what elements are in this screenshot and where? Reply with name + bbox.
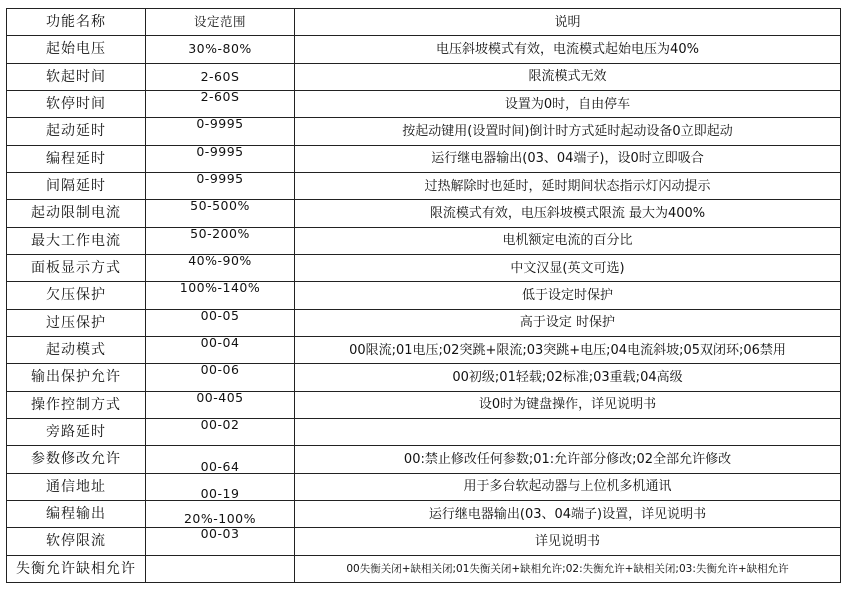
row-name: 编程输出	[7, 500, 146, 527]
range-text: 50-500%	[190, 198, 250, 214]
row-name: 输出保护允许	[7, 364, 146, 391]
row-range	[146, 227, 295, 254]
row-range	[146, 36, 295, 63]
range-text: 00-05	[200, 307, 240, 323]
table-row	[7, 227, 841, 254]
row-range	[146, 118, 295, 145]
range-text: 40%-90%	[188, 252, 252, 268]
table-row	[7, 172, 841, 199]
row-range	[146, 63, 295, 90]
range-text: 2-60S	[200, 88, 240, 104]
row-description: 设置为0时，自由停车	[295, 90, 841, 117]
row-range	[146, 391, 295, 418]
row-description: 00初级;01轻载;02标准;03重载;04高级	[295, 364, 841, 391]
range-text: 50-200%	[190, 225, 250, 241]
row-name: 软停时间	[7, 90, 146, 117]
table-row	[7, 446, 841, 473]
range-text: 00-04	[200, 334, 240, 350]
table-row	[7, 90, 841, 117]
row-name: 起动模式	[7, 336, 146, 363]
table-row	[7, 555, 841, 582]
row-range	[146, 418, 295, 445]
table-header-row	[7, 9, 841, 36]
table-row	[7, 200, 841, 227]
range-text: 00-06	[200, 362, 240, 378]
row-description: 限流模式无效	[295, 63, 841, 90]
row-range	[146, 555, 295, 582]
table-row	[7, 364, 841, 391]
row-name: 过压保护	[7, 309, 146, 336]
row-description: 按起动键用(设置时间)倒计时方式延时起动设备0立即起动	[295, 118, 841, 145]
row-range	[146, 528, 295, 555]
row-name: 参数修改允许	[7, 446, 146, 473]
table-row	[7, 63, 841, 90]
range-text: 2-60S	[200, 68, 240, 84]
table-row	[7, 309, 841, 336]
row-description: 00:禁止修改任何参数;01:允许部分修改;02全部允许修改	[295, 446, 841, 473]
row-range	[146, 282, 295, 309]
range-text: 00-03	[200, 526, 240, 542]
row-description: 设0时为键盘操作，详见说明书	[295, 391, 841, 418]
range-text: 0-9995	[196, 116, 244, 132]
row-description: 00失衡关闭+缺相关闭;01失衡关闭+缺相允许;02:失衡允许+缺相关闭;03:失衡允许+缺相允许	[295, 555, 841, 582]
row-description: 用于多台软起动器与上位机多机通讯	[295, 473, 841, 500]
parameter-table	[6, 8, 841, 583]
range-text: 100%-140%	[179, 280, 261, 296]
table-row	[7, 145, 841, 172]
table-row	[7, 282, 841, 309]
row-name: 欠压保护	[7, 282, 146, 309]
row-name: 间隔延时	[7, 172, 146, 199]
range-text: 0-9995	[196, 170, 244, 186]
range-text: 00-64	[200, 459, 240, 475]
row-description: 过热解除时也延时，延时期间状态指示灯闪动提示	[295, 172, 841, 199]
row-name: 起始电压	[7, 36, 146, 63]
table-row	[7, 391, 841, 418]
row-description: 电压斜坡模式有效，电流模式起始电压为40%	[295, 36, 841, 63]
row-name: 失衡允许缺相允许	[7, 555, 146, 582]
row-name: 旁路延时	[7, 418, 146, 445]
range-text: 00-02	[200, 416, 240, 432]
row-name: 通信地址	[7, 473, 146, 500]
row-name: 面板显示方式	[7, 254, 146, 281]
table-row	[7, 336, 841, 363]
row-range	[146, 336, 295, 363]
row-description: 00限流;01电压;02突跳+限流;03突跳+电压;04电流斜坡;05双闭环;06禁用	[295, 336, 841, 363]
row-description: 电机额定电流的百分比	[295, 227, 841, 254]
table-row	[7, 500, 841, 527]
row-description: 详见说明书	[295, 528, 841, 555]
row-range	[146, 473, 295, 500]
row-name: 编程延时	[7, 145, 146, 172]
table-row	[7, 36, 841, 63]
row-name: 软停限流	[7, 528, 146, 555]
row-range	[146, 500, 295, 527]
row-description: 限流模式有效，电压斜坡模式限流 最大为400%	[295, 200, 841, 227]
header-description: 说明	[295, 9, 841, 36]
row-range	[146, 364, 295, 391]
range-text: 00-19	[200, 486, 240, 502]
table-row	[7, 118, 841, 145]
row-description	[295, 418, 841, 445]
row-range	[146, 200, 295, 227]
row-range	[146, 254, 295, 281]
row-name: 起动限制电流	[7, 200, 146, 227]
row-range	[146, 309, 295, 336]
table-row	[7, 528, 841, 555]
row-description: 低于设定时保护	[295, 282, 841, 309]
header-function-name: 功能名称	[7, 9, 146, 36]
range-text: 30%-80%	[188, 41, 252, 57]
range-text: 20%-100%	[183, 510, 257, 526]
range-text: 0-9995	[196, 143, 244, 159]
row-range	[146, 90, 295, 117]
row-name: 操作控制方式	[7, 391, 146, 418]
row-description: 高于设定 时保护	[295, 309, 841, 336]
row-description: 运行继电器输出(03、04端子)，设0时立即吸合	[295, 145, 841, 172]
table-row	[7, 418, 841, 445]
row-range	[146, 145, 295, 172]
header-setting-range: 设定范围	[146, 9, 295, 36]
table-row	[7, 473, 841, 500]
row-description: 中文汉显(英文可选)	[295, 254, 841, 281]
row-name: 起动延时	[7, 118, 146, 145]
row-range	[146, 446, 295, 473]
table-row	[7, 254, 841, 281]
row-name: 软起时间	[7, 63, 146, 90]
row-description: 运行继电器输出(03、04端子)设置，详见说明书	[295, 500, 841, 527]
range-text: 00-405	[196, 389, 244, 405]
row-name: 最大工作电流	[7, 227, 146, 254]
row-range	[146, 172, 295, 199]
